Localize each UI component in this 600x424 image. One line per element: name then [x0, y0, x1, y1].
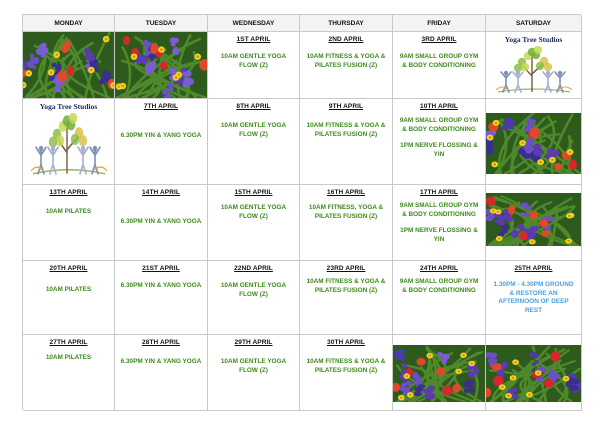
date-label: 13TH APRIL	[49, 189, 88, 196]
class-event: 1PM NERVE FLOSSING & YIN	[400, 142, 478, 158]
header-monday: MONDAY	[23, 15, 115, 32]
class-event: 10AM GENTLE YOGA FLOW (Z)	[220, 282, 287, 298]
day-cell	[23, 335, 115, 411]
yoga-figures-illustration	[27, 113, 111, 179]
class-event: 6.30PM YIN & YANG YOGA	[120, 358, 202, 365]
header-tuesday: TUESDAY	[115, 15, 208, 32]
class-event: 10AM FITNESS & YOGA & PILATES FUSION (Z)	[306, 53, 386, 69]
day-cell	[115, 261, 208, 335]
day-cell	[208, 99, 300, 185]
class-event: 10AM FITNESS, YOGA & PILATES FUSION (Z)	[308, 204, 384, 220]
class-event: 10AM FITNESS & YOGA & PILATES FUSION (Z)	[306, 278, 386, 294]
flowers-image	[115, 32, 208, 99]
flowers-image	[486, 185, 582, 261]
day-cell	[393, 261, 486, 335]
date-label: 3RD APRIL	[421, 36, 457, 43]
day-cell	[300, 261, 393, 335]
day-cell	[23, 185, 115, 261]
date-label: 21ST APRIL	[142, 265, 180, 272]
date-label: 23RD APRIL	[326, 265, 366, 272]
special-event: 1.30PM - 4.30PM GROUND & RESTORE AN AFTERNOON OF DEEP REST	[493, 281, 574, 314]
header-friday: FRIDAY	[393, 15, 486, 32]
date-label: 2ND APRIL	[328, 36, 364, 43]
class-event: 1PM NERVE FLOSSING & YIN	[400, 227, 478, 243]
class-event: 10AM GENTLE YOGA FLOW (Z)	[220, 204, 287, 220]
day-cell	[23, 261, 115, 335]
date-label: 30TH APRIL	[327, 339, 365, 346]
date-label: 1ST APRIL	[236, 36, 271, 43]
day-cell	[300, 335, 393, 411]
day-cell	[208, 261, 300, 335]
date-label: 28TH APRIL	[142, 339, 180, 346]
april-class-calendar	[22, 14, 581, 410]
class-event: 6.30PM YIN & YANG YOGA	[120, 218, 202, 225]
header-thursday: THURSDAY	[300, 15, 393, 32]
class-event: 10AM GENTLE YOGA FLOW (Z)	[220, 358, 287, 374]
class-event: 10AM PILATES	[45, 354, 92, 361]
yoga-tree-logo	[23, 99, 115, 185]
header-wednesday: WEDNESDAY	[208, 15, 300, 32]
date-label: 15TH APRIL	[234, 189, 273, 196]
day-cell	[393, 185, 486, 261]
day-cell	[115, 99, 208, 185]
day-cell	[300, 185, 393, 261]
yoga-figures-illustration	[492, 46, 576, 96]
date-label: 14TH APRIL	[142, 189, 180, 196]
date-label: 16TH APRIL	[327, 189, 365, 196]
day-cell	[393, 32, 486, 99]
day-cell	[300, 32, 393, 99]
class-event: 10AM GENTLE YOGA FLOW (Z)	[220, 122, 287, 138]
class-event: 6.30PM YIN & YANG YOGA	[120, 282, 202, 289]
date-label: 10TH APRIL	[420, 103, 458, 110]
class-event: 6.30PM YIN & YANG YOGA	[120, 132, 202, 139]
date-label: 9TH APRIL	[328, 103, 364, 110]
day-cell	[208, 185, 300, 261]
class-event: 10AM FITNESS & YOGA & PILATES FUSION (Z)	[306, 358, 386, 374]
flowers-image	[23, 32, 115, 99]
flowers-image	[486, 99, 582, 185]
class-event: 10AM PILATES	[45, 286, 92, 293]
date-label: 29TH APRIL	[234, 339, 273, 346]
day-cell	[115, 335, 208, 411]
class-event: 9AM SMALL GROUP GYM & BODY CONDITIONING	[399, 202, 479, 218]
class-event: 9AM SMALL GROUP GYM & BODY CONDITIONING	[399, 117, 479, 133]
class-event: 10AM PILATES	[45, 208, 92, 215]
day-cell	[208, 335, 300, 411]
class-event: 9AM SMALL GROUP GYM & BODY CONDITIONING	[399, 278, 479, 294]
class-event: 9AM SMALL GROUP GYM & BODY CONDITIONING	[399, 53, 479, 69]
flowers-image	[393, 335, 486, 411]
class-event: 10AM FITNESS & YOGA & PILATES FUSION (Z)	[306, 122, 386, 138]
day-cell	[208, 32, 300, 99]
flowers-image	[486, 335, 582, 411]
header-saturday: SATURDAY	[486, 15, 582, 32]
yoga-tree-logo	[486, 32, 582, 99]
day-cell	[115, 185, 208, 261]
date-label: 24TH APRIL	[420, 265, 458, 272]
day-cell	[300, 99, 393, 185]
day-cell	[393, 99, 486, 185]
logo-title: Yoga Tree Studios	[504, 35, 563, 44]
date-label: 8TH APRIL	[236, 103, 271, 110]
logo-title: Yoga Tree Studios	[39, 102, 98, 111]
date-label: 20TH APRIL	[49, 265, 88, 272]
date-label: 7TH APRIL	[143, 103, 179, 110]
date-label: 22ND APRIL	[234, 265, 273, 272]
day-cell	[486, 261, 582, 335]
date-label: 17TH APRIL	[420, 189, 458, 196]
date-label: 25TH APRIL	[514, 265, 553, 272]
date-label: 27TH APRIL	[49, 339, 88, 346]
class-event: 10AM GENTLE YOGA FLOW (Z)	[220, 53, 287, 69]
